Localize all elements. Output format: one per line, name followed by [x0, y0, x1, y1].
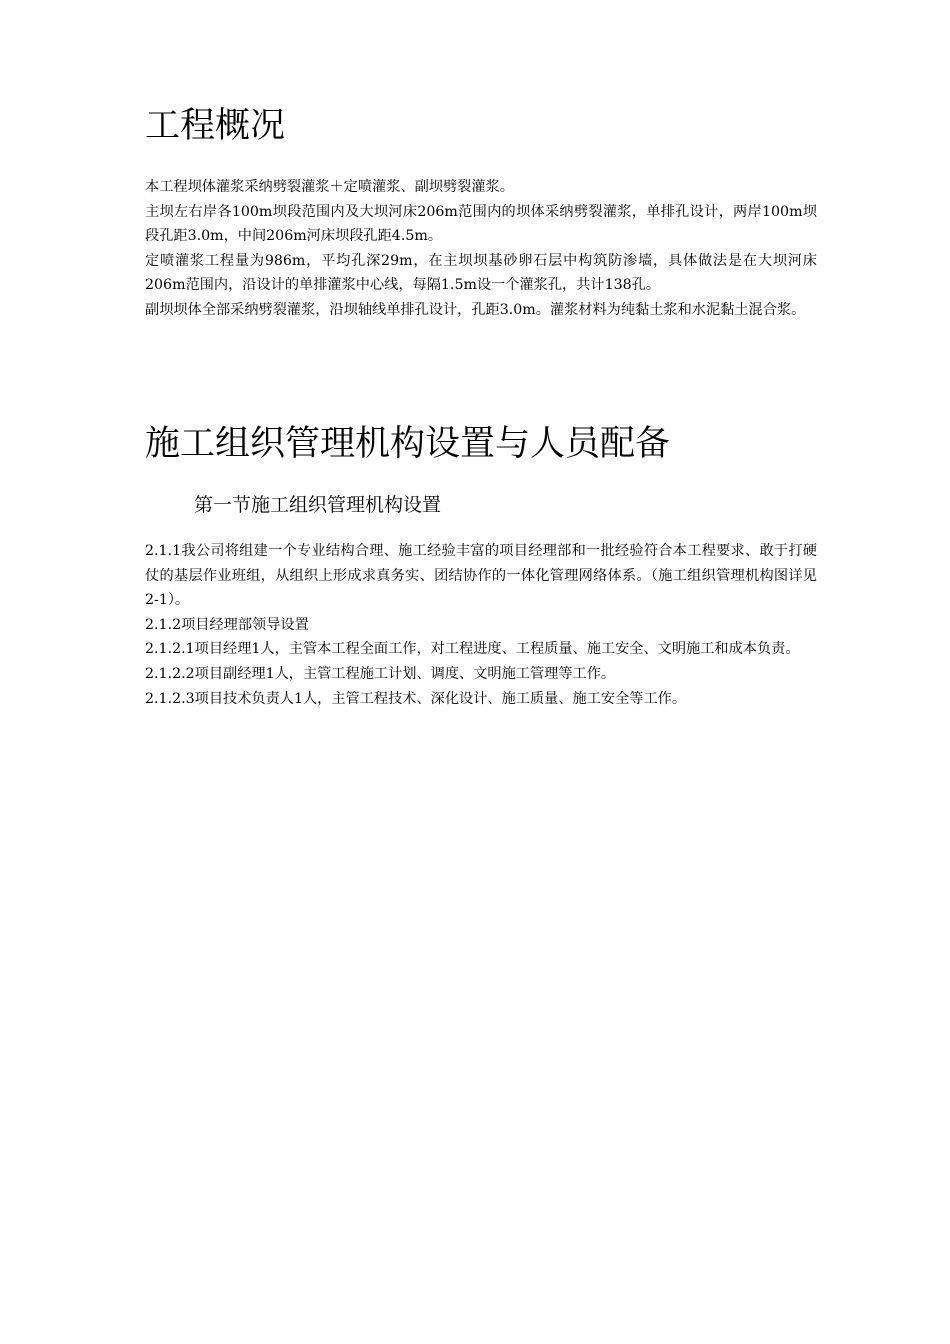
- overview-paragraph: 本工程坝体灌浆采纳劈裂灌浆＋定喷灌浆、副坝劈裂灌浆。: [145, 179, 514, 195]
- organization-body: [145, 539, 817, 711]
- organization-paragraph: 2.1.2.2项目副经理1人，主管工程施工计划、调度、文明施工管理等工作。: [145, 665, 616, 682]
- section-title-organization: 施工组织管理机构设置与人员配备: [145, 424, 671, 464]
- overview-body: [145, 175, 817, 323]
- subsection-title: 第一节施工组织管理机构设置: [194, 494, 442, 516]
- organization-paragraph: 2.1.2项目经理部领导设置: [145, 616, 309, 633]
- organization-paragraph: 2.1.2.3项目技术负责人1人，主管工程技术、深化设计、施工质量、施工安全等工作。: [145, 690, 687, 707]
- overview-paragraph: 主坝左右岸各100m坝段范围内及大坝河床206m范围内的坝体采纳劈裂灌浆，单排孔设计，两岸100m坝段孔距3.0m，中间206m河床坝段孔距4.5m。: [145, 203, 817, 245]
- organization-paragraph: 2.1.1我公司将组建一个专业结构合理、施工经验丰富的项目经理部和一批经验符合本工程要求、敢于打硬仗的基层作业班组，从组织上形成求真务实、团结协作的一体化管理网络体系。（施工组织管理机构图详见2-1）。: [145, 543, 817, 609]
- section-title-overview: 工程概况: [145, 106, 286, 146]
- overview-paragraph: 副坝坝体全部采纳劈裂灌浆，沿坝轴线单排孔设计，孔距3.0m。灌浆材料为纯黏土浆和水泥黏土混合浆。: [145, 301, 806, 318]
- organization-paragraph: 2.1.2.1项目经理1人，主管本工程全面工作，对工程进度、工程质量、施工安全、文明施工和成本负责。: [145, 641, 800, 658]
- overview-paragraph: 定喷灌浆工程量为986m，平均孔深29m，在主坝坝基砂卵石层中构筑防渗墙，具体做法是在大坝河床206m范围内，沿设计的单排灌浆中心线，每隔1.5m设一个灌浆孔，共计138孔。: [145, 252, 817, 294]
